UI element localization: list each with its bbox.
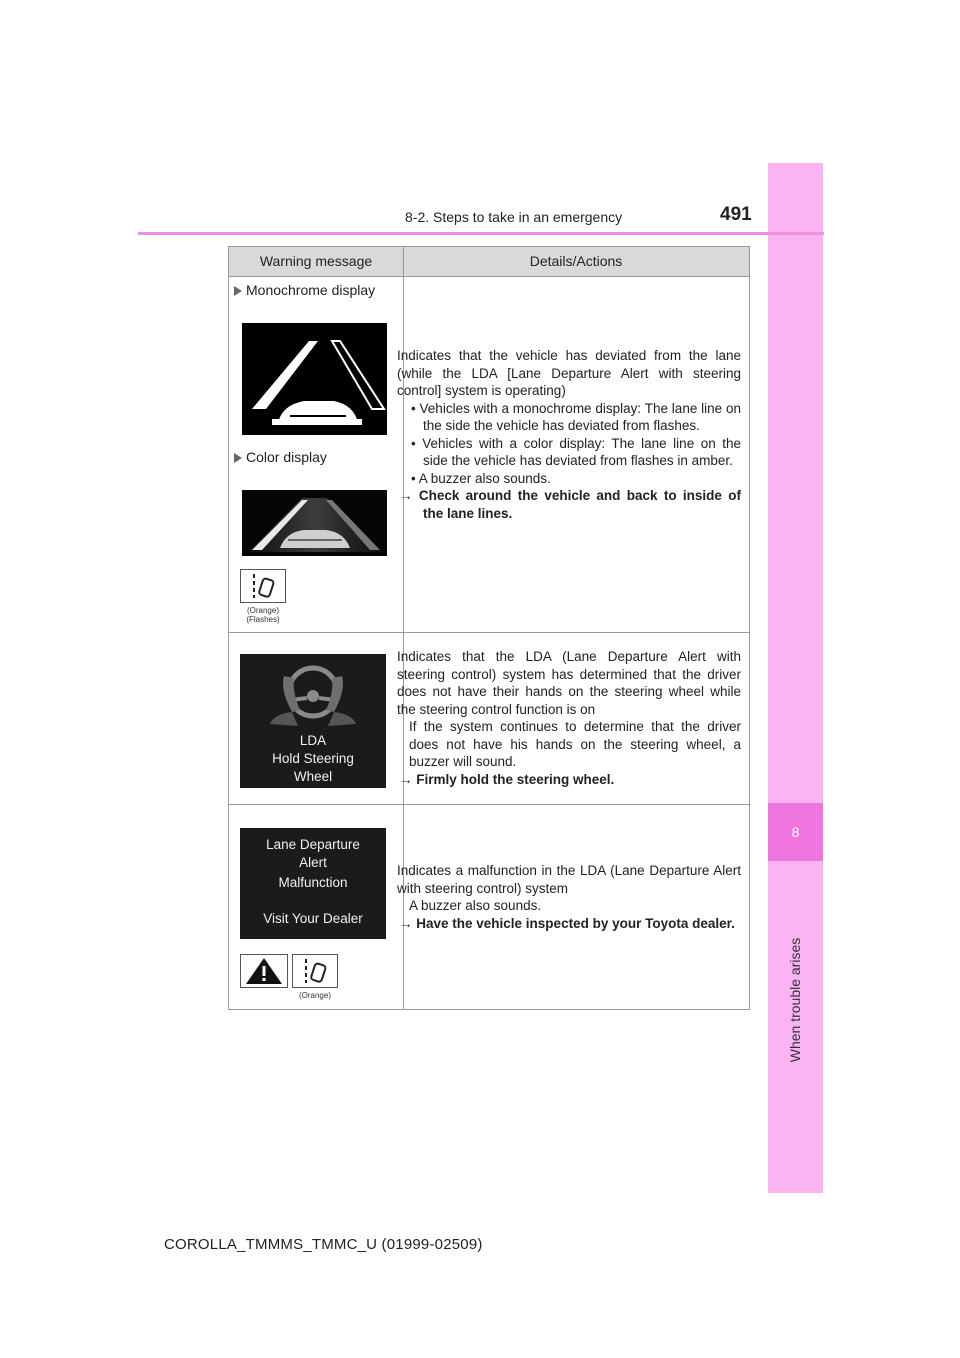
monochrome-display-screen (242, 323, 387, 435)
section-title: 8-2. Steps to take in an emergency (405, 209, 623, 225)
lane-departure-car-icon (240, 569, 286, 603)
monochrome-display-label: Monochrome display (234, 282, 375, 298)
row3-line: A buzzer also sounds. (409, 898, 542, 913)
header-details-actions: Details/Actions (529, 253, 623, 269)
icon-color-note: (Orange) (246, 606, 279, 615)
hold-steering-screen (240, 654, 386, 788)
icon-flash-note: (Flashes) (246, 615, 280, 624)
row1-line: • Vehicles with a color display: The lane line on the side the vehicle has deviated from flashes in amber. (411, 435, 741, 468)
row-divider (229, 632, 749, 633)
row2-details (397, 648, 741, 788)
document-footer: COROLLA_TMMMS_TMMC_U (01999-02509) (164, 1236, 483, 1253)
icon-color-note: (Orange) (298, 991, 331, 1000)
page-number: 491 (720, 204, 752, 225)
screen-line: Wheel (293, 769, 333, 784)
screen-line: Malfunction (278, 875, 348, 890)
warning-triangle-icon (240, 954, 288, 988)
triangle-bullet-icon (234, 286, 242, 296)
screen-line: Lane Departure (266, 837, 360, 852)
row2-line: If the system continues to determine that the driver does not have his hands on the steering wheel, a buzzer will sound. (409, 719, 741, 769)
row2-line: Indicates that the LDA (Lane Departure Alert with steering control) system has determined that the driver does not have their hands on the steering wheel while the steering control function is on (397, 649, 741, 717)
monochrome-lane-graphic (242, 323, 387, 435)
screen-line: Visit Your Dealer (263, 911, 363, 926)
row1-action: → Check around the vehicle and back to inside of the lane lines. (399, 488, 741, 521)
row3-line: Indicates a malfunction in the LDA (Lane Departure Alert with steering control) system (397, 863, 741, 896)
row2-action: → Firmly hold the steering wheel. (399, 771, 615, 787)
row1-line: • Vehicles with a monochrome display: The lane line on the side the vehicle has deviated from flashes. (411, 400, 741, 433)
triangle-bullet-icon (234, 453, 242, 463)
malfunction-screen (240, 828, 386, 939)
row1-line: • A buzzer also sounds. (411, 470, 551, 486)
table-header (229, 247, 749, 277)
color-display-screen (242, 490, 387, 556)
screen-line: Hold Steering (272, 751, 354, 766)
lane-departure-car-icon (292, 954, 338, 988)
row1-line: Indicates that the vehicle has deviated from the lane (while the LDA [Lane Departure Alert with steering control] system is operating) (397, 348, 741, 398)
header-rule (138, 232, 824, 235)
screen-line: Alert (299, 855, 327, 870)
row1-details (397, 347, 741, 522)
screen-line: LDA (299, 733, 327, 748)
color-lane-graphic (242, 490, 387, 556)
header-warning-message: Warning message (259, 253, 373, 269)
row-divider (229, 804, 749, 805)
row3-details (397, 862, 741, 932)
chapter-number: 8 (768, 803, 823, 861)
row3-action: → Have the vehicle inspected by your Toyota dealer. (399, 915, 735, 931)
color-display-label: Color display (234, 449, 327, 465)
